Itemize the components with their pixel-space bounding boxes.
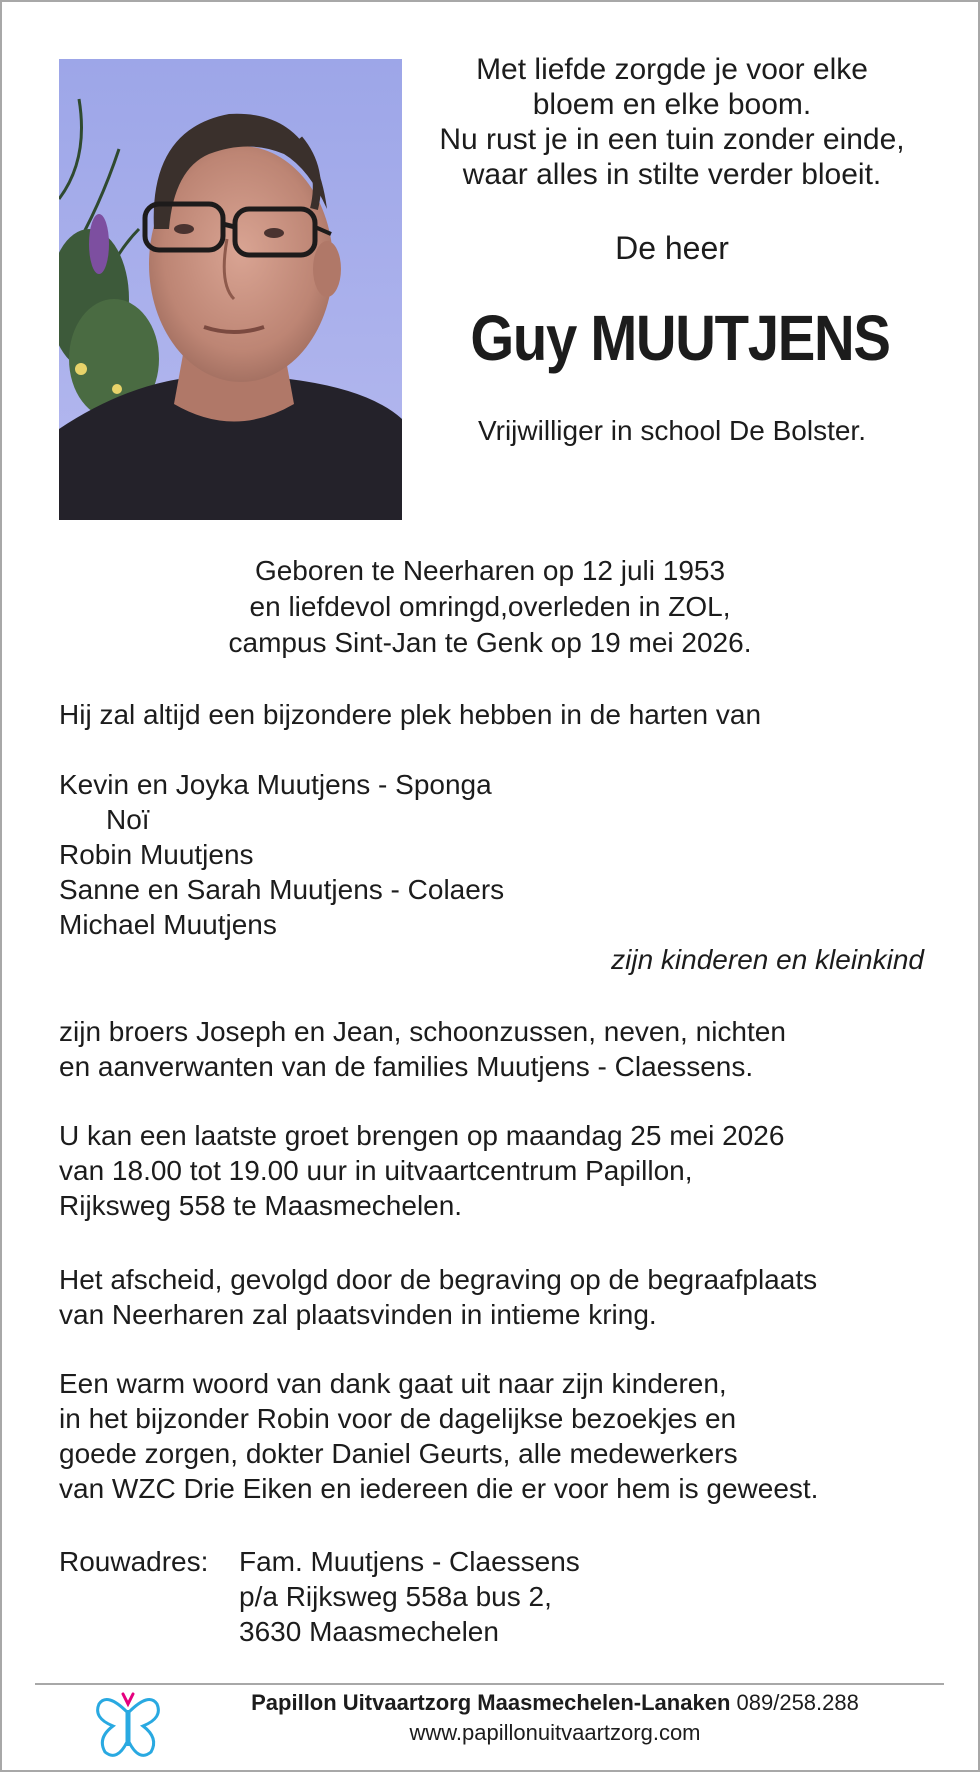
- deceased-name: Guy MUUTJENS: [470, 302, 890, 374]
- farewell-line: Het afscheid, gevolgd door de begraving op de begraafplaats: [59, 1264, 818, 1295]
- poem-line: waar alles in stilte verder bloeit.: [462, 158, 882, 191]
- visit-line: U kan een laatste groet brengen op maandag 25 mei 2026: [59, 1120, 785, 1151]
- farewell-line: van Neerharen zal plaatsvinden in intieme kring.: [59, 1299, 657, 1330]
- birth-line: Geboren te Neerharen op 12 juli 1953: [254, 555, 726, 586]
- poem-line: bloem en elke boom.: [532, 88, 812, 121]
- visit-text: [59, 1118, 929, 1223]
- family-list: [59, 767, 929, 977]
- butterfly-logo: [93, 1686, 163, 1764]
- intro-text: [59, 697, 929, 732]
- rouwadres-line: Fam. Muutjens - Claessens: [239, 1546, 580, 1577]
- farewell-text: [59, 1262, 929, 1332]
- siblings-line: zijn broers Joseph en Jean, schoonzussen, neven, nichten: [59, 1016, 786, 1047]
- poem-line: Met liefde zorgde je voor elke: [476, 53, 868, 86]
- family-member: Sanne en Sarah Muutjens - Colaers: [59, 874, 505, 905]
- footer: [180, 1688, 930, 1748]
- poem: [420, 52, 924, 192]
- visit-line: Rijksweg 558 te Maasmechelen.: [59, 1190, 463, 1221]
- thanks-line: Een warm woord van dank gaat uit naar zijn kinderen,: [59, 1368, 727, 1399]
- rouwadres-line: 3630 Maasmechelen: [239, 1616, 499, 1647]
- siblings-text: [59, 1014, 929, 1084]
- thanks-line: van WZC Drie Eiken en iedereen die er voor hem is geweest.: [59, 1473, 819, 1504]
- family-member: Kevin en Joyka Muutjens - Sponga: [59, 769, 492, 800]
- birth-line: campus Sint-Jan te Genk op 19 mei 2026.: [228, 627, 752, 658]
- honorific: De heer: [615, 230, 729, 266]
- intro-line: Hij zal altijd een bijzondere plek hebben in de harten van: [59, 699, 762, 730]
- thanks-line: goede zorgen, dokter Daniel Geurts, alle medewerkers: [59, 1438, 738, 1469]
- birth-line: en liefdevol omringd,overleden in ZOL,: [249, 591, 731, 622]
- company-name: Papillon Uitvaartzorg Maasmechelen-Lanaken: [251, 1690, 731, 1715]
- company-website[interactable]: www.papillonuitvaartzorg.com: [409, 1720, 701, 1745]
- poem-line: Nu rust je in een tuin zonder einde,: [439, 123, 905, 156]
- rouwadres-label: Rouwadres:: [59, 1546, 209, 1577]
- birth-death-info: [59, 553, 921, 661]
- family-member: Robin Muutjens: [59, 839, 254, 870]
- rouwadres: [59, 1544, 929, 1649]
- rouwadres-line: p/a Rijksweg 558a bus 2,: [239, 1581, 552, 1612]
- family-caption: zijn kinderen en kleinkind: [611, 944, 924, 975]
- family-member: Noï: [106, 804, 150, 835]
- company-phone: 089/258.288: [736, 1690, 859, 1715]
- visit-line: van 18.00 tot 19.00 uur in uitvaartcentrum Papillon,: [59, 1155, 693, 1186]
- portrait-photo: [59, 59, 402, 520]
- thanks-text: [59, 1366, 929, 1506]
- thanks-line: in het bijzonder Robin voor de dagelijkse bezoekjes en: [59, 1403, 737, 1434]
- siblings-line: en aanverwanten van de families Muutjens - Claessens.: [59, 1051, 754, 1082]
- deceased-subtitle: Vrijwilliger in school De Bolster.: [478, 415, 866, 446]
- footer-divider: [35, 1683, 944, 1685]
- family-member: Michael Muutjens: [59, 909, 277, 940]
